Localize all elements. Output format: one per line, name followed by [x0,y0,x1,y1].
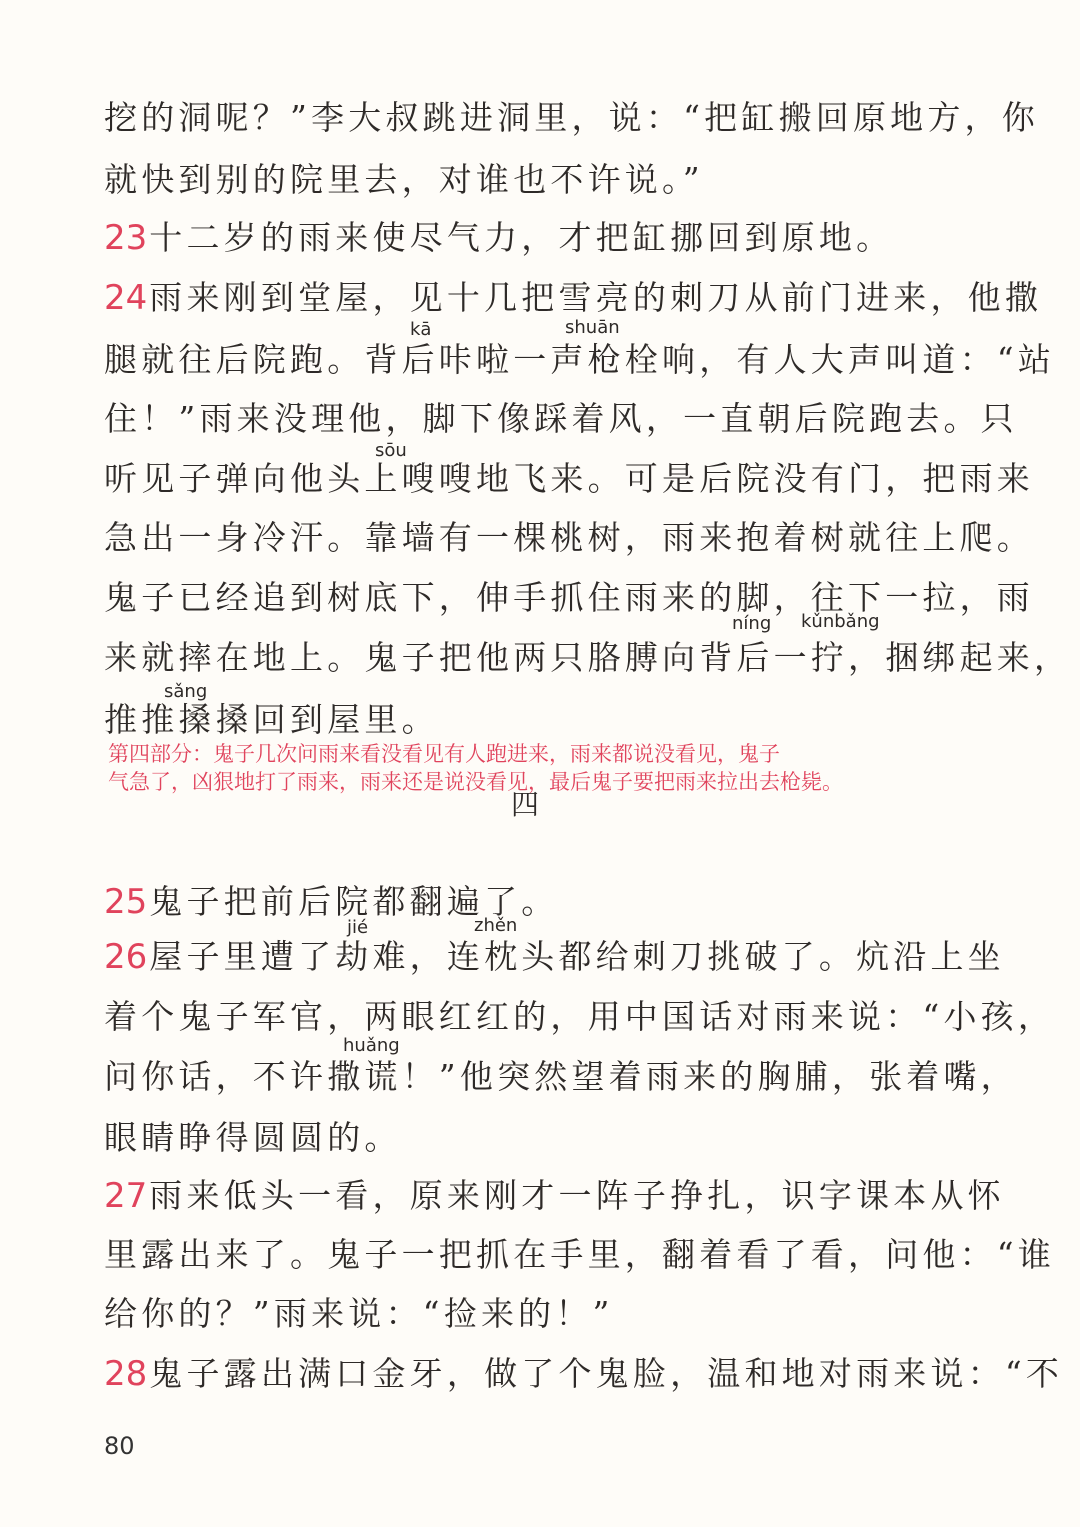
text-line: 挖的洞呢？”李大叔跳进洞里，说：“把缸搬回原地方，你 [104,98,1039,137]
text-line: 给你的？”雨来说：“捡来的！” [104,1294,614,1333]
page-number: 80 [104,1432,135,1460]
pinyin: shuān [565,317,620,338]
text-line: 23十二岁的雨来使尽气力，才把缸挪回到原地。 [104,218,894,258]
text-line: 听见子弹向他头上嗖嗖地飞来。可是后院没有门，把雨来 [104,459,1034,498]
paragraph-number: 26 [104,937,148,977]
text-line: 里露出来了。鬼子一把抓在手里，翻着看了看，问他：“谁 [104,1235,1056,1274]
pinyin: níng [732,613,772,634]
annotation-line: 气急了，凶狠地打了雨来，雨来还是说没看见，最后鬼子要把雨来拉出去枪毙。 [108,770,843,794]
section-title: 四 [511,788,540,821]
text-line: 28鬼子露出满口金牙，做了个鬼脸，温和地对雨来说：“不 [104,1354,1064,1394]
pinyin: huǎng [343,1035,400,1056]
paragraph-number: 28 [104,1354,148,1394]
pinyin: sǎng [164,681,208,702]
pinyin: kā [410,319,432,340]
text-line: 住！”雨来没理他，脚下像踩着风，一直朝后院跑去。只 [104,399,1018,438]
text-line: 腿就往后院跑。背后咔啦一声枪栓响，有人大声叫道：“站 [104,340,1056,379]
text-line: 推推搡搡回到屋里。 [104,700,439,739]
text-line: 24雨来刚到堂屋，见十几把雪亮的刺刀从前门进来，他撒 [104,278,1043,318]
text-line: 着个鬼子军官，两眼红红的，用中国话对雨来说：“小孩， [104,997,1056,1036]
pinyin: jié [347,917,369,938]
text-line: 鬼子已经追到树底下，伸手抓住雨来的脚，往下一拉，雨 [104,578,1034,617]
text-line: 26屋子里遭了劫难，连枕头都给刺刀挑破了。炕沿上坐 [104,937,1005,977]
pinyin: sōu [375,440,407,461]
text-line: 眼睛睁得圆圆的。 [104,1118,402,1157]
text-line: 问你话，不许撒谎！”他突然望着雨来的胸脯，张着嘴， [104,1057,1018,1096]
text-line: 25鬼子把前后院都翻遍了。 [104,882,559,922]
paragraph-number: 27 [104,1176,148,1216]
paragraph-number: 24 [104,278,148,318]
annotation-line: 第四部分：鬼子几次问雨来看没看见有人跑进来，雨来都说没看见，鬼子 [108,742,780,766]
text-line: 来就摔在地上。鬼子把他两只胳膊向背后一拧，捆绑起来， [104,638,1072,677]
text-line: 急出一身冷汗。靠墙有一棵桃树，雨来抱着树就往上爬。 [104,518,1034,557]
pinyin: kǔnbǎng [801,611,880,632]
text-line: 27雨来低头一看，原来刚才一阵子挣扎，识字课本从怀 [104,1176,1005,1216]
pinyin: zhěn [474,915,518,936]
paragraph-number: 23 [104,218,148,258]
paragraph-number: 25 [104,882,148,922]
text-line: 就快到别的院里去，对谁也不许说。” [104,160,704,199]
